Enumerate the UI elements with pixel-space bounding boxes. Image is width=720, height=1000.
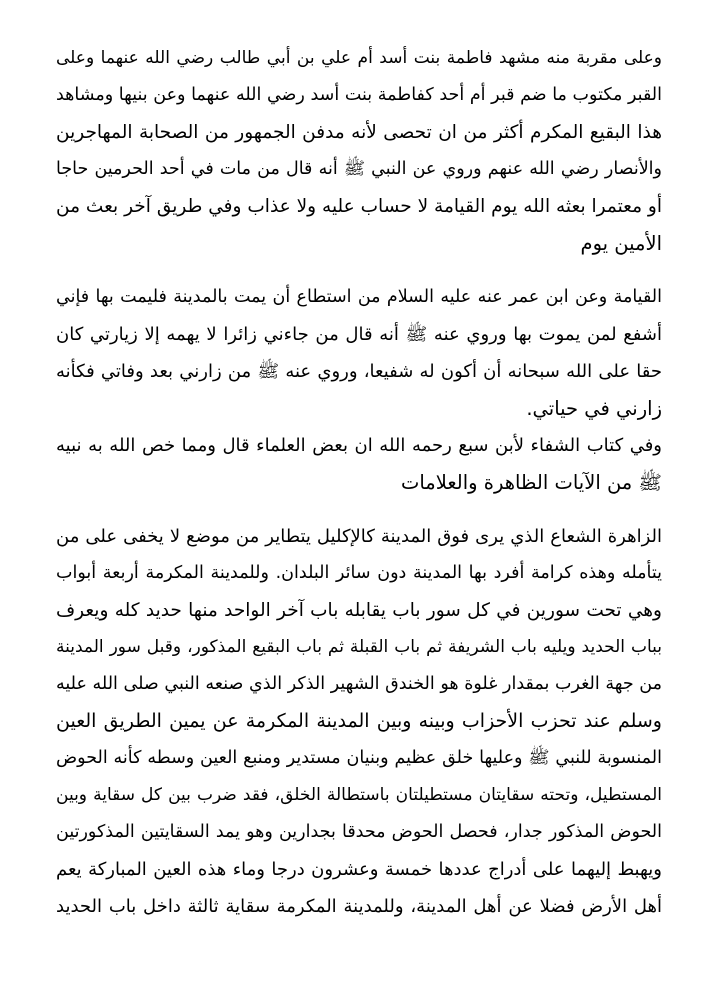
paragraph-3 (56, 427, 662, 501)
text-line: يتأمله وهذه كرامة أفرد بها المدينة دون سائر البلدان. وللمدينة المكرمة أربعة أبواب (56, 563, 662, 583)
text-line: ويهبط إليهما على أدراج عددها خمسة وعشرون درجا وماء هذه العين المباركة يعم (56, 859, 662, 880)
text-line: وعلى مقربة منه مشهد فاطمة بنت أسد أم علي بن أبي طالب رضي الله عنهما وعلى (56, 48, 662, 68)
text-line: الحوض المذكور جدار، فحصل الحوض محدقا بجدارين وهو يمد السقايتين المذكورتين (56, 822, 662, 842)
text-line: القبر مكتوب ما ضم قبر أم أحد كفاطمة بنت أسد رضي الله عنهما وعن بنيها ومشاهد (56, 85, 662, 105)
text-line: أهل الأرض فضلا عن أهل المدينة، وللمدينة المكرمة سقاية ثالثة داخل باب الحديد (56, 896, 662, 917)
paragraph-gap (56, 501, 662, 518)
text-line: أو معتمرا بعثه الله يوم القيامة لا حساب عليه ولا عذاب وفي طريق آخر بعث من (56, 196, 662, 217)
text-line: أشفع لمن يموت بها وروي عنه ﷺ أنه قال من جاءني زائرا لا يهمه إلا زيارتي كان (56, 324, 662, 345)
document-page (56, 40, 662, 925)
text-line: المنسوبة للنبي ﷺ وعليها خلق عظيم وبنيان مستدير ومنبع العين وسطه كأنه الحوض (56, 748, 662, 768)
text-line: هذا البقيع المكرم أكثر من ان تحصى لأنه مدفن الجمهور من الصحابة المهاجرين (56, 122, 662, 143)
paragraph-1 (56, 40, 662, 262)
text-line: الزاهرة الشعاع الذي يرى فوق المدينة كالإكليل يتطاير من موضع لا يخفى على من (56, 526, 662, 547)
text-line: وفي كتاب الشفاء لأبن سبع رحمه الله ان بعض العلماء قال ومما خص الله به نبيه (56, 435, 662, 456)
text-line: المستطيل، وتحته سقايتان مستطيلتان باستطالة الخلق، فقد ضرب بين كل سقاية وبين (56, 785, 662, 805)
text-line: بباب الحديد ويليه باب الشريفة ثم باب القبلة ثم باب البقيع المذكور، وقبل سور المدينة (56, 637, 662, 657)
text-line: الأمين يوم (580, 232, 662, 255)
text-line: وهي تحت سورين في كل سور باب يقابله باب آخر الواحد منها حديد كله ويعرف (56, 600, 662, 621)
text-line: والأنصار رضي الله عنهم وروي عن النبي ﷺ أنه قال من مات في أحد الحرمين حاجا (56, 159, 662, 179)
paragraph-2 (56, 279, 662, 427)
text-line: زارني في حياتي. (526, 397, 662, 420)
text-line: من جهة الغرب بمقدار غلوة هو الخندق الشهير الذكر الذي صنعه النبي صلى الله عليه (56, 674, 662, 694)
text-line: القيامة وعن ابن عمر عنه عليه السلام من استطاع أن يمت بالمدينة فليمت بها فإني (56, 287, 662, 307)
paragraph-4 (56, 518, 662, 925)
text-line: ﷺ من الآيات الظاهرة والعلامات (400, 471, 662, 494)
text-line: حقا على الله سبحانه أن أكون له شفيعا، وروي عنه ﷺ من زارني بعد وفاتي فكأنه (56, 361, 662, 382)
text-line: وسلم عند تحزب الأحزاب وبينه وبين المدينة المكرمة عن يمين الطريق العين (56, 710, 662, 732)
paragraph-gap (56, 262, 662, 279)
